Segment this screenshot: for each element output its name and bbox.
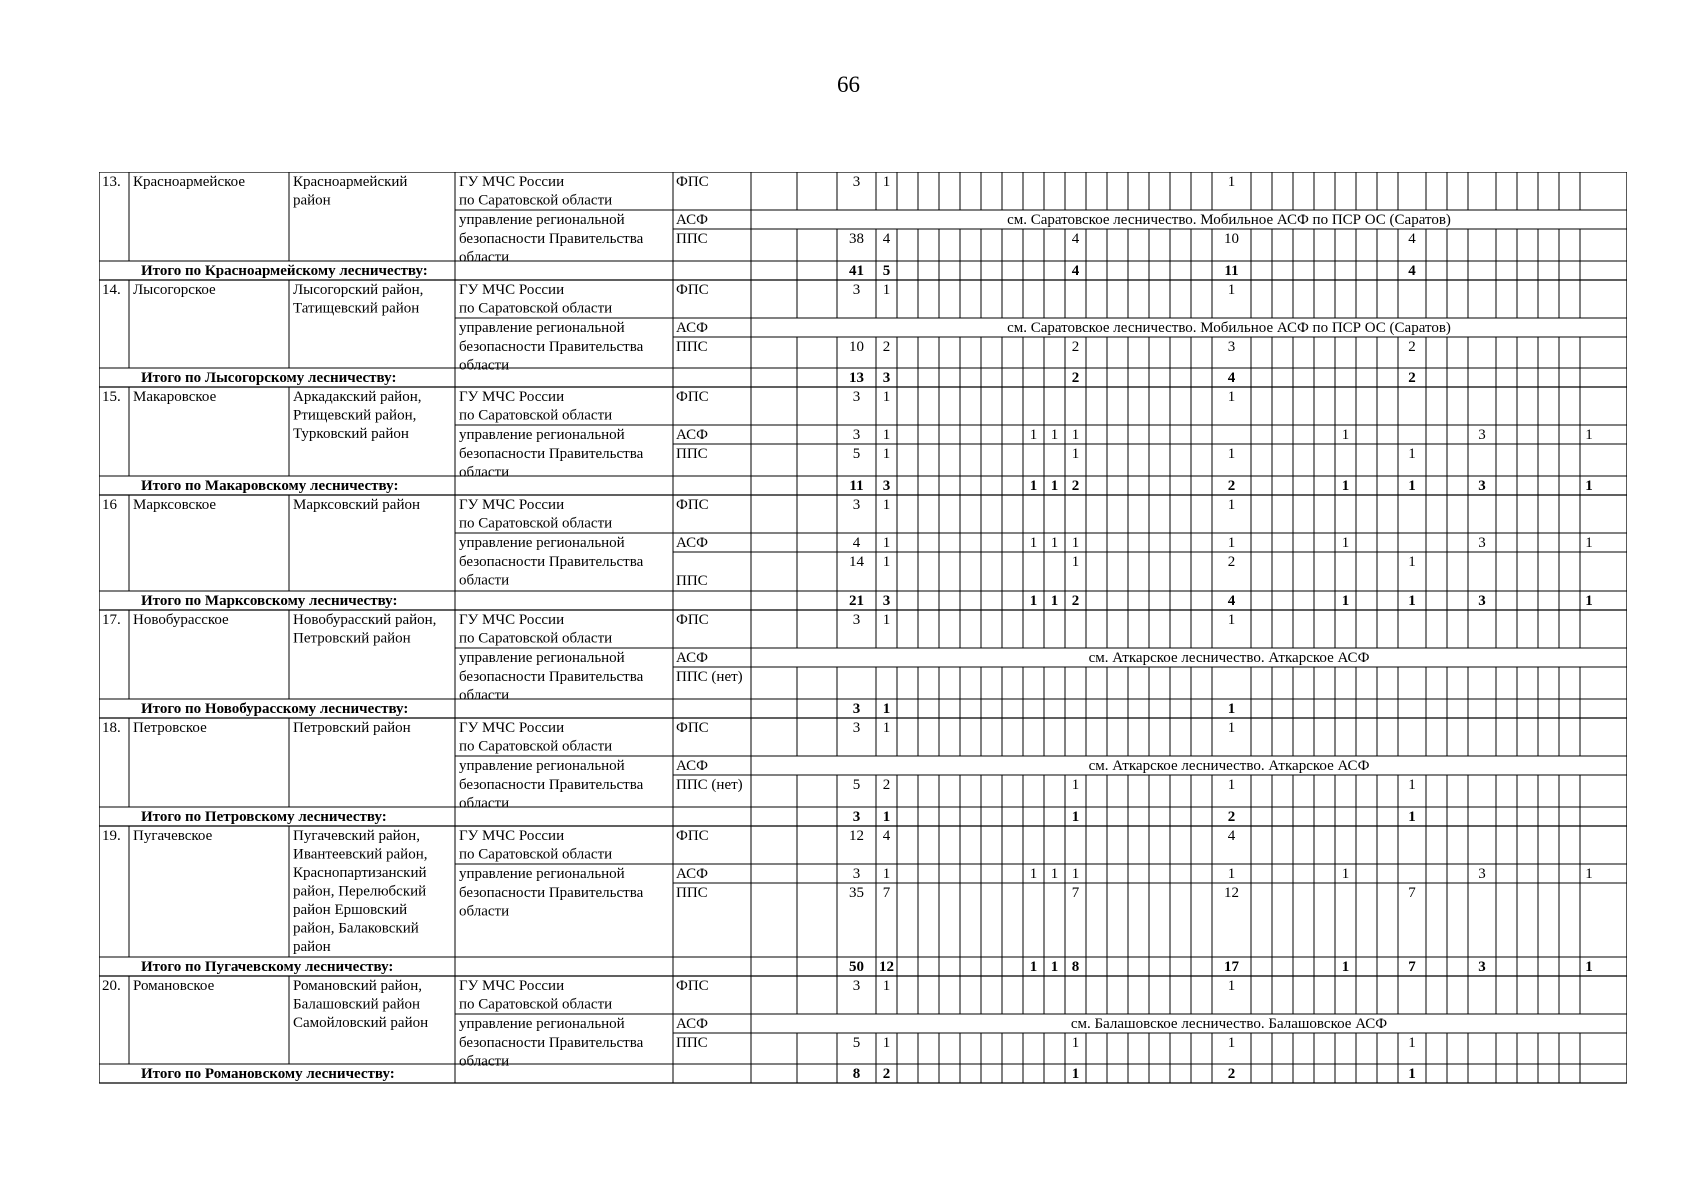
value-cell: 8 (852, 1066, 861, 1082)
value-cell: 1 (1071, 1035, 1080, 1051)
value-cell: 7 (1408, 885, 1416, 901)
forestry-name: Лысогорское (133, 282, 216, 298)
value-cell: 17 (1224, 959, 1239, 975)
value-cell: 1 (1585, 959, 1593, 975)
value-cell: 1 (1029, 535, 1038, 551)
organization-line: безопасности Правительства (459, 231, 644, 247)
organization-line: области (459, 249, 510, 266)
district-line: Марксовский район (293, 497, 421, 513)
value-cell: 1 (1227, 389, 1236, 405)
value-cell: 4 (1227, 370, 1236, 386)
value-cell: 5 (852, 446, 861, 462)
row-number: 15. (102, 389, 121, 405)
value-cell: 1 (1227, 497, 1236, 513)
value-cell: 3 (1478, 535, 1486, 551)
organization-line: по Саратовской области (459, 300, 613, 317)
reference-note: см. Саратовское лесничество. Мобильное АСФ по ПСР ОС (Саратов) (1007, 320, 1451, 336)
district-line: Петровский район (293, 720, 411, 736)
value-cell: 12 (879, 959, 894, 975)
forestry-total-label: Итого по Петровскому лесничеству: (141, 809, 387, 825)
unit-type: ППС (676, 885, 708, 901)
value-cell: 1 (1071, 535, 1080, 551)
value-cell: 2 (1408, 339, 1416, 355)
value-cell: 5 (882, 263, 891, 279)
forestry-resources-table (99, 172, 1627, 1098)
value-cell: 1 (1227, 777, 1236, 793)
value-cell: 2 (1227, 809, 1236, 825)
district-line: Аркадакский район, (293, 389, 422, 405)
forestry-name: Романовское (133, 978, 215, 994)
value-cell: 3 (852, 612, 861, 628)
value-cell: 1 (882, 427, 891, 443)
value-cell: 1 (1071, 866, 1080, 882)
organization-line: безопасности Правительства (459, 777, 644, 793)
value-cell: 1 (882, 446, 891, 462)
value-cell: 4 (882, 828, 891, 844)
value-cell: 1 (1227, 282, 1236, 298)
value-cell: 3 (852, 174, 861, 190)
value-cell: 1 (1341, 593, 1350, 609)
value-cell: 1 (1227, 978, 1236, 994)
district-line: Турковский район (293, 426, 409, 442)
unit-type: ФПС (676, 978, 709, 994)
district-line: район (293, 939, 331, 955)
district-line: Пугачевский район, (293, 828, 420, 844)
value-cell: 1 (882, 554, 891, 570)
forestry-name: Петровское (133, 720, 207, 736)
value-cell: 1 (882, 701, 891, 717)
value-cell: 7 (882, 885, 891, 901)
value-cell: 3 (852, 978, 861, 994)
forestry-name: Макаровское (133, 389, 217, 405)
value-cell: 38 (849, 231, 864, 247)
organization-line: области (459, 687, 510, 704)
value-cell: 1 (882, 720, 891, 736)
organization-line: ГУ МЧС России (459, 497, 565, 513)
unit-type: ФПС (676, 389, 709, 405)
reference-note: см. Аткарское лесничество. Аткарское АСФ (1088, 650, 1370, 666)
organization-line: ГУ МЧС России (459, 612, 565, 628)
organization-line: управление региональной (459, 427, 625, 443)
forestry-name: Красноармейское (133, 174, 245, 190)
value-cell: 4 (1227, 593, 1236, 609)
value-cell: 1 (1408, 478, 1416, 494)
organization-line: безопасности Правительства (459, 446, 644, 462)
organization-line: области (459, 572, 510, 589)
value-cell: 1 (1227, 866, 1236, 882)
value-cell: 2 (882, 339, 891, 355)
forestry-name: Новобурасское (133, 612, 229, 628)
value-cell: 1 (1408, 809, 1416, 825)
value-cell: 3 (882, 478, 891, 494)
value-cell: 1 (1408, 1066, 1416, 1082)
value-cell: 2 (1071, 593, 1080, 609)
value-cell: 1 (1029, 593, 1038, 609)
row-number: 18. (102, 720, 121, 736)
value-cell: 3 (852, 720, 861, 736)
value-cell: 41 (849, 263, 864, 279)
unit-type: АСФ (676, 212, 708, 228)
organization-line: ГУ МЧС России (459, 720, 565, 736)
value-cell: 1 (1227, 612, 1236, 628)
forestry-total-label: Итого по Романовскому лесничеству: (141, 1066, 395, 1082)
value-cell: 2 (1408, 370, 1416, 386)
unit-type: ФПС (676, 720, 709, 736)
value-cell: 1 (1227, 720, 1236, 736)
value-cell: 12 (849, 828, 864, 844)
district-line: Ивантеевский район, (293, 846, 428, 863)
organization-line: ГУ МЧС России (459, 174, 565, 190)
district-line: район Ершовский (293, 902, 408, 918)
value-cell: 1 (1341, 427, 1350, 443)
value-cell: 1 (1029, 959, 1038, 975)
value-cell: 4 (1071, 263, 1080, 279)
value-cell: 3 (1478, 593, 1486, 609)
value-cell: 1 (1071, 446, 1080, 462)
unit-type: ППС (676, 231, 708, 247)
row-number: 14. (102, 282, 121, 298)
unit-type: ППС (676, 446, 708, 462)
district-line: район, Перелюбский (293, 883, 427, 900)
value-cell: 1 (1408, 554, 1416, 570)
value-cell: 21 (849, 593, 864, 609)
value-cell: 1 (882, 866, 891, 882)
value-cell: 4 (1408, 263, 1416, 279)
value-cell: 3 (852, 389, 861, 405)
unit-type: ФПС (676, 282, 709, 298)
value-cell: 3 (1478, 427, 1486, 443)
value-cell: 1 (1071, 554, 1080, 570)
unit-type: ППС (нет) (676, 777, 743, 793)
value-cell: 1 (1408, 777, 1416, 793)
unit-type: АСФ (676, 427, 708, 443)
organization-line: по Саратовской области (459, 996, 613, 1013)
organization-line: по Саратовской области (459, 738, 613, 755)
unit-type: ФПС (676, 828, 709, 844)
value-cell: 1 (1050, 535, 1059, 551)
organization-line: ГУ МЧС России (459, 282, 565, 298)
value-cell: 3 (852, 809, 861, 825)
value-cell: 3 (1478, 478, 1486, 494)
unit-type: АСФ (676, 650, 708, 666)
value-cell: 4 (1071, 231, 1080, 247)
district-line: Балашовский район (293, 996, 421, 1013)
value-cell: 10 (1224, 231, 1239, 247)
value-cell: 5 (852, 1035, 861, 1051)
value-cell: 1 (882, 497, 891, 513)
value-cell: 1 (882, 612, 891, 628)
value-cell: 2 (1227, 478, 1236, 494)
value-cell: 14 (849, 554, 864, 570)
value-cell: 2 (882, 1066, 891, 1082)
value-cell: 1 (1050, 959, 1059, 975)
reference-note: см. Аткарское лесничество. Аткарское АСФ (1088, 758, 1370, 774)
value-cell: 1 (1341, 866, 1350, 882)
forestry-total-label: Итого по Марксовскому лесничеству: (141, 593, 398, 609)
organization-line: области (459, 903, 510, 920)
organization-line: ГУ МЧС России (459, 978, 565, 994)
value-cell: 8 (1071, 959, 1080, 975)
value-cell: 2 (1071, 370, 1080, 386)
value-cell: 3 (882, 593, 891, 609)
forestry-total-label: Итого по Пугачевскому лесничеству: (141, 959, 394, 975)
row-number: 19. (102, 828, 121, 844)
value-cell: 3 (852, 701, 861, 717)
value-cell: 1 (1050, 478, 1059, 494)
value-cell: 35 (849, 885, 864, 901)
forestry-total-label: Итого по Лысогорскому лесничеству: (141, 370, 397, 386)
value-cell: 1 (1050, 427, 1059, 443)
value-cell: 1 (1585, 535, 1593, 551)
value-cell: 1 (1585, 593, 1593, 609)
row-number: 20. (102, 978, 121, 994)
unit-type: ППС (676, 1035, 708, 1051)
value-cell: 5 (852, 777, 861, 793)
district-line: район, Балаковский (293, 920, 419, 937)
forestry-total-label: Итого по Красноармейскому лесничеству: (141, 263, 428, 279)
organization-line: управление региональной (459, 212, 625, 228)
organization-line: безопасности Правительства (459, 1035, 644, 1051)
value-cell: 3 (1478, 959, 1486, 975)
forestry-total-label: Итого по Макаровскому лесничеству: (141, 478, 399, 494)
value-cell: 1 (1227, 535, 1236, 551)
value-cell: 1 (1029, 478, 1038, 494)
value-cell: 1 (1227, 446, 1236, 462)
value-cell: 3 (852, 497, 861, 513)
value-cell: 1 (1408, 593, 1416, 609)
organization-line: области (459, 357, 510, 374)
value-cell: 4 (1227, 828, 1236, 844)
unit-type: АСФ (676, 866, 708, 882)
value-cell: 7 (1071, 885, 1080, 901)
value-cell: 1 (882, 174, 891, 190)
value-cell: 2 (1227, 1066, 1236, 1082)
organization-line: управление региональной (459, 320, 625, 336)
value-cell: 1 (882, 978, 891, 994)
value-cell: 13 (849, 370, 864, 386)
value-cell: 1 (1341, 535, 1350, 551)
value-cell: 1 (1585, 427, 1593, 443)
unit-type: ППС (676, 573, 708, 589)
value-cell: 4 (882, 231, 891, 247)
value-cell: 1 (1029, 866, 1038, 882)
value-cell: 1 (1071, 777, 1080, 793)
value-cell: 1 (1227, 174, 1236, 190)
value-cell: 1 (882, 282, 891, 298)
district-line: Петровский район (293, 630, 411, 647)
organization-line: области (459, 464, 510, 481)
value-cell: 1 (882, 535, 891, 551)
unit-type: ППС (676, 339, 708, 355)
value-cell: 2 (1071, 339, 1080, 355)
forestry-total-label: Итого по Новобурасскому лесничеству: (141, 701, 409, 717)
district-line: Новобурасский район, (293, 612, 437, 628)
district-line: Ртищевский район, (293, 407, 417, 424)
row-number: 13. (102, 174, 121, 190)
value-cell: 4 (1408, 231, 1416, 247)
organization-line: ГУ МЧС России (459, 389, 565, 405)
value-cell: 1 (1585, 478, 1593, 494)
forestry-name: Пугачевское (133, 828, 213, 844)
page-number: 66 (837, 72, 860, 97)
organization-line: по Саратовской области (459, 407, 613, 424)
value-cell: 1 (1408, 1035, 1416, 1051)
value-cell: 1 (1341, 478, 1350, 494)
value-cell: 3 (1478, 866, 1486, 882)
organization-line: безопасности Правительства (459, 669, 644, 685)
value-cell: 2 (1071, 478, 1080, 494)
organization-line: управление региональной (459, 1016, 625, 1032)
value-cell: 1 (1227, 701, 1236, 717)
value-cell: 1 (1050, 866, 1059, 882)
organization-line: ГУ МЧС России (459, 828, 565, 844)
value-cell: 1 (882, 809, 891, 825)
district-line: Самойловский район (293, 1015, 429, 1031)
organization-line: управление региональной (459, 650, 625, 666)
value-cell: 1 (1227, 1035, 1236, 1051)
value-cell: 3 (852, 282, 861, 298)
organization-line: по Саратовской области (459, 515, 613, 532)
value-cell: 10 (849, 339, 864, 355)
unit-type: ППС (нет) (676, 669, 743, 685)
organization-line: безопасности Правительства (459, 885, 644, 901)
reference-note: см. Саратовское лесничество. Мобильное АСФ по ПСР ОС (Саратов) (1007, 212, 1451, 228)
value-cell: 1 (1408, 446, 1416, 462)
value-cell: 3 (852, 427, 861, 443)
unit-type: ФПС (676, 612, 709, 628)
district-line: Лысогорский район, (293, 282, 424, 298)
organization-line: управление региональной (459, 535, 625, 551)
value-cell: 12 (1224, 885, 1239, 901)
organization-line: по Саратовской области (459, 846, 613, 863)
unit-type: АСФ (676, 758, 708, 774)
row-number: 17. (102, 612, 121, 628)
value-cell: 1 (1029, 427, 1038, 443)
value-cell: 1 (1585, 866, 1593, 882)
organization-line: безопасности Правительства (459, 339, 644, 355)
organization-line: управление региональной (459, 758, 625, 774)
unit-type: ФПС (676, 174, 709, 190)
district-line: Краснопартизанский (293, 865, 427, 881)
unit-type: АСФ (676, 535, 708, 551)
value-cell: 3 (852, 866, 861, 882)
district-line: Татищевский район (293, 300, 420, 317)
value-cell: 2 (1227, 554, 1236, 570)
value-cell: 1 (1071, 427, 1080, 443)
reference-note: см. Балашовское лесничество. Балашовское АСФ (1070, 1016, 1388, 1032)
value-cell: 7 (1408, 959, 1416, 975)
value-cell: 50 (849, 959, 864, 975)
value-cell: 1 (882, 389, 891, 405)
value-cell: 3 (1227, 339, 1236, 355)
organization-line: по Саратовской области (459, 192, 613, 209)
table-grid (99, 172, 1627, 1098)
value-cell: 1 (1050, 593, 1059, 609)
value-cell: 2 (882, 777, 891, 793)
organization-line: безопасности Правительства (459, 554, 644, 570)
value-cell: 11 (1224, 263, 1239, 279)
value-cell: 4 (852, 535, 861, 551)
value-cell: 1 (882, 1035, 891, 1051)
value-cell: 1 (1341, 959, 1350, 975)
district-line: Романовский район, (293, 978, 422, 994)
value-cell: 1 (1071, 809, 1080, 825)
row-number: 16 (102, 497, 117, 513)
organization-line: области (459, 1053, 510, 1070)
organization-line: области (459, 795, 510, 812)
forestry-name: Марксовское (133, 497, 217, 513)
organization-line: по Саратовской области (459, 630, 613, 647)
organization-line: управление региональной (459, 866, 625, 882)
value-cell: 11 (849, 478, 864, 494)
district-line: район (293, 192, 331, 209)
unit-type: АСФ (676, 1016, 708, 1032)
value-cell: 3 (882, 370, 891, 386)
unit-type: ФПС (676, 497, 709, 513)
district-line: Красноармейский (293, 174, 408, 190)
unit-type: АСФ (676, 320, 708, 336)
value-cell: 1 (1071, 1066, 1080, 1082)
